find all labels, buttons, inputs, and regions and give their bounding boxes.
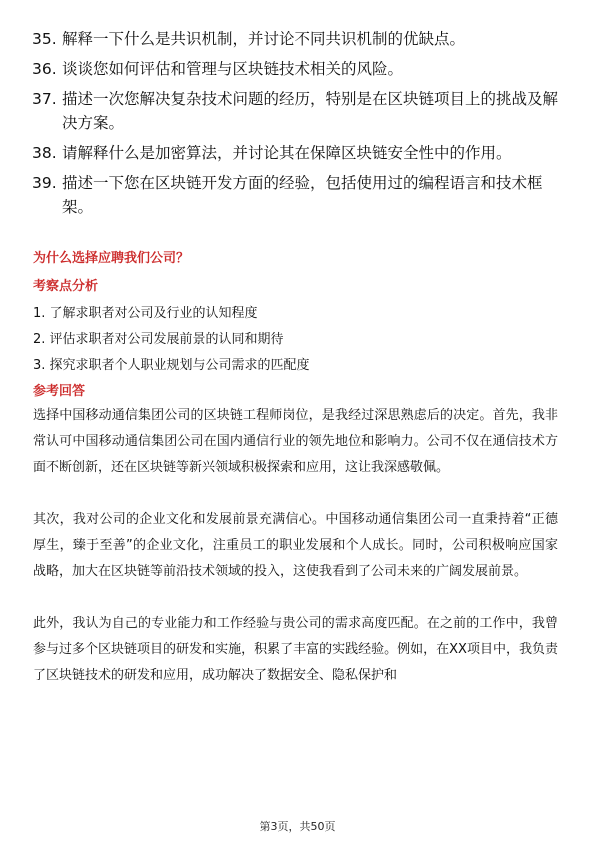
analysis-point: 2. 评估求职者对公司发展前景的认同和期待	[33, 332, 284, 347]
question-number: 36.	[32, 60, 57, 78]
question-number: 39.	[32, 174, 57, 192]
question-number: 38.	[32, 144, 57, 162]
question-item	[32, 141, 562, 165]
section-title: 为什么选择应聘我们公司？	[33, 251, 190, 266]
analysis-point: 1. 了解求职者对公司及行业的认知程度	[33, 306, 258, 321]
analysis-point: 3. 探究求职者个人职业规划与公司需求的匹配度	[33, 358, 310, 373]
answer-paragraph: 其次，我对公司的企业文化和发展前景充满信心。中国移动通信集团公司一直秉持着“正德厚生，臻于至善”的企业文化，注重员工的职业发展和个人成长。同时，公司积极响应国家战略，加大在区块链等前沿技术领域的投入，这使我看到了公司未来的广阔发展前景。	[33, 512, 558, 579]
answer-paragraph: 选择中国移动通信集团公司的区块链工程师岗位，是我经过深思熟虑后的决定。首先，我非常认可中国移动通信集团公司在国内通信行业的领先地位和影响力。公司不仅在通信技术方面不断创新，还在区块链等新兴领域积极探索和应用，这让我深感敬佩。	[33, 408, 558, 475]
question-item	[32, 57, 562, 81]
analysis-heading: 考察点分析	[33, 279, 99, 294]
question-number: 37.	[32, 90, 57, 108]
question-item	[32, 171, 562, 219]
question-item	[32, 87, 562, 135]
section-why-company	[33, 250, 558, 689]
answer-heading: 参考回答	[33, 384, 86, 399]
question-text: 描述一次您解决复杂技术问题的经历，特别是在区块链项目上的挑战及解决方案。	[62, 90, 559, 132]
question-text: 谈谈您如何评估和管理与区块链技术相关的风险。	[62, 60, 404, 78]
question-list	[32, 27, 562, 225]
analysis-points	[33, 305, 558, 375]
question-text: 描述一下您在区块链开发方面的经验，包括使用过的编程语言和技术框架。	[62, 174, 543, 216]
question-number: 35.	[32, 30, 57, 48]
question-item	[32, 27, 562, 51]
page-footer: 第3页，共50页	[259, 820, 336, 833]
answer-paragraph: 此外，我认为自己的专业能力和工作经验与贵公司的需求高度匹配。在之前的工作中，我曾参与过多个区块链项目的研发和实施，积累了丰富的实践经验。例如，在XX项目中，我负责了区块链技术的研发和应用，成功解决了数据安全、隐私保护和	[33, 616, 558, 683]
question-text: 请解释什么是加密算法，并讨论其在保障区块链安全性中的作用。	[62, 144, 512, 162]
question-text: 解释一下什么是共识机制，并讨论不同共识机制的优缺点。	[62, 30, 466, 48]
